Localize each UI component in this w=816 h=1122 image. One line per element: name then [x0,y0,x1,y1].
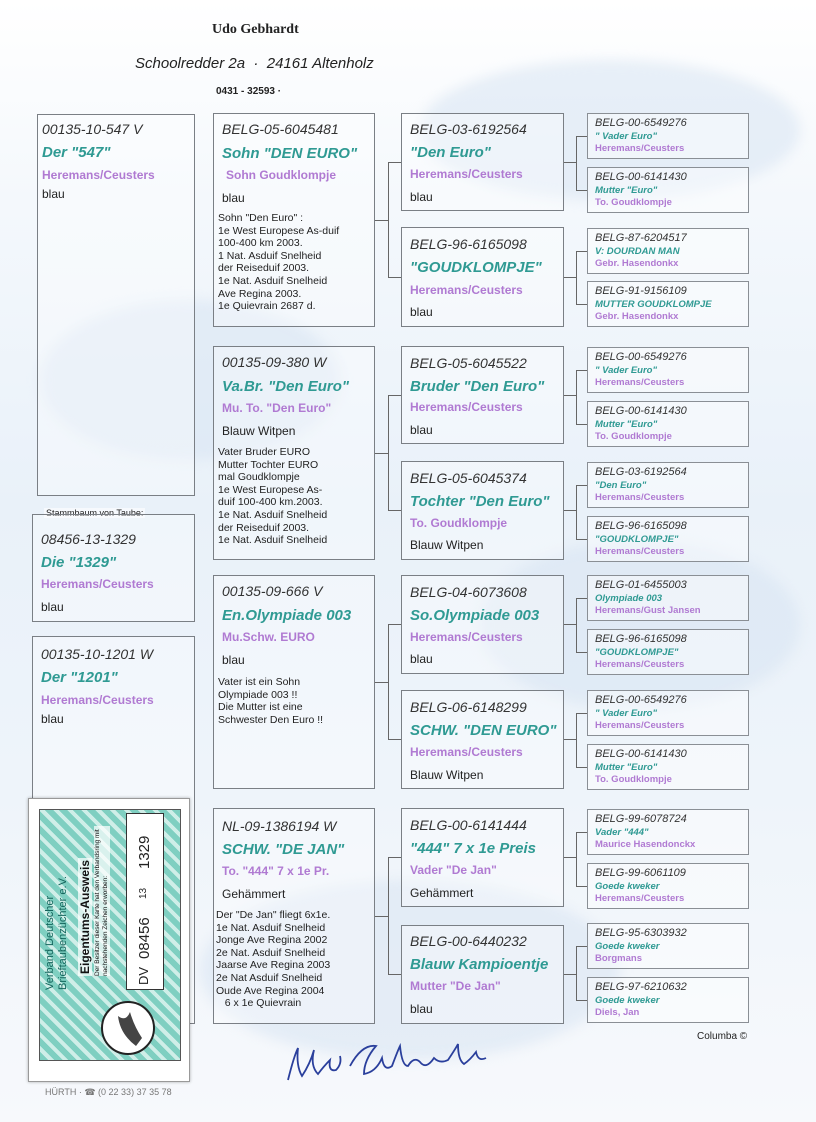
great-grandparent-ring: BELG-00-6141430 [595,405,687,417]
great-grandparent-name: Olympiade 003 [595,593,663,604]
great-grandparent-ring: BELG-87-6204517 [595,232,687,244]
connector-line [564,857,576,858]
connector-line [564,162,576,163]
parent-card [213,346,375,560]
ancestor-name: "Den Euro" [410,144,491,161]
great-grandparent-card [587,690,749,736]
parent-name: En.Olympiade 003 [222,607,352,624]
great-grandparent-card [587,809,749,855]
great-grandparent-card [587,113,749,159]
great-grandparent-card [587,228,749,274]
great-grandparent-ring: BELG-96-6165098 [595,633,687,645]
ancestor-breeder: Heremans/Ceusters [410,400,523,414]
great-grandparent-card [587,462,749,508]
parent-name: SCHW. "DE JAN" [222,841,345,858]
great-grandparent-breeder: To. Goudklompje [595,197,672,208]
card-1329 [32,514,195,622]
connector-line [564,974,576,975]
ancestor-color: Blauw Witpen [410,768,484,782]
ancestor-ring: BELG-05-6045374 [410,470,527,486]
ownership-card-body [39,809,181,1061]
connector-line [375,220,388,221]
subject-breeder: Heremans/Ceusters [42,168,155,182]
connector-line [388,162,401,163]
ownership-association: Verband Deutscher [44,895,56,990]
connector-line [576,485,587,486]
ancestor-color: Blauw Witpen [410,538,484,552]
parent-card [213,808,375,1024]
great-grandparent-card [587,167,749,213]
connector-line [576,598,587,599]
parent-ring: 00135-09-380 W [222,354,327,370]
ancestor-color: blau [410,423,433,437]
parent-color: Blauw Witpen [222,424,296,438]
ancestor-ring: BELG-96-6165098 [410,236,527,252]
ancestor-name: Tochter "Den Euro" [410,493,550,510]
ownership-association-2: Brieftaubenzüchter e.V. [57,876,69,990]
great-grandparent-card [587,401,749,447]
connector-line [564,624,576,625]
pigeon-logo-icon [100,1000,156,1056]
ancestor-breeder: Heremans/Ceusters [410,745,523,759]
connector-line [576,713,577,768]
ancestor-ring: BELG-06-6148299 [410,699,527,715]
great-grandparent-card [587,629,749,675]
parent-color: Gehämmert [222,887,286,901]
connector-line [576,304,587,305]
card-1329-breeder: Heremans/Ceusters [41,577,154,591]
connector-line [576,370,587,371]
connector-line [576,946,587,947]
great-grandparent-breeder: Heremans/Gust Jansen [595,605,701,616]
connector-line [388,624,389,740]
parent-ring: NL-09-1386194 W [222,818,337,834]
ancestor-card [401,461,564,560]
ancestor-ring: BELG-04-6073608 [410,584,527,600]
great-grandparent-name: Vader "444" [595,827,649,838]
connector-line [576,652,587,653]
parent-name: Va.Br. "Den Euro" [222,378,350,395]
subject-color: blau [42,187,65,201]
breeder-name: Udo Gebhardt [212,22,299,37]
great-grandparent-name: " Vader Euro" [595,131,657,142]
ancestor-name: Blauw Kampioentje [410,956,549,973]
great-grandparent-ring: BELG-99-6061109 [595,867,686,879]
great-grandparent-name: MUTTER GOUDKLOMPJE [595,299,712,310]
great-grandparent-breeder: Heremans/Ceusters [595,546,685,557]
great-grandparent-breeder: Heremans/Ceusters [595,377,685,388]
great-grandparent-ring: BELG-00-6141430 [595,748,687,760]
ancestor-ring: BELG-03-6192564 [410,121,527,137]
ancestor-color: blau [410,190,433,204]
connector-line [576,539,587,540]
great-grandparent-breeder: Heremans/Ceusters [595,720,685,731]
ancestor-card [401,690,564,789]
parent-color: blau [222,191,245,205]
parent-color: blau [222,653,245,667]
ownership-fine-print: Der Besitzer dieser Karte hat den Verbandsring mit nachstehenden Zeichen erworben: [94,826,110,976]
great-grandparent-ring: BELG-95-6303932 [595,927,687,939]
great-grandparent-breeder: To. Goudklompje [595,431,672,442]
great-grandparent-card [587,863,749,909]
ancestor-name: SCHW. "DEN EURO" [410,722,557,739]
great-grandparent-name: " Vader Euro" [595,708,657,719]
ancestor-ring: BELG-00-6141444 [410,817,527,833]
great-grandparent-name: Mutter "Euro" [595,762,658,773]
great-grandparent-ring: BELG-00-6549276 [595,351,687,363]
ownership-card [28,798,190,1097]
great-grandparent-card [587,281,749,327]
connector-line [375,453,388,454]
connector-line [388,162,389,278]
ownership-ring-prefix: DV [136,966,151,985]
ownership-ring-number: 08456 [136,917,153,959]
great-grandparent-card [587,516,749,562]
connector-line [388,277,401,278]
great-grandparent-ring: BELG-96-6165098 [595,520,687,532]
ancestor-card [401,925,564,1024]
ancestor-card [401,113,564,211]
great-grandparent-breeder: Gebr. Hasendonkx [595,311,679,322]
card-1329-color: blau [41,600,64,614]
breeder-address: Schoolredder 2a · 24161 Altenholz [135,55,374,72]
ancestor-color: blau [410,1002,433,1016]
great-grandparent-card [587,575,749,621]
connector-line [576,598,577,653]
great-grandparent-breeder: Borgmans [595,953,642,964]
copyright: Columba © [697,1031,748,1042]
connector-line [576,832,587,833]
connector-line [576,424,587,425]
connector-line [576,136,587,137]
card-1201-name: Der "1201" [41,669,118,686]
great-grandparent-name: Mutter "Euro" [595,185,658,196]
great-grandparent-name: V: DOURDAN MAN [595,246,680,257]
ancestor-name: Bruder "Den Euro" [410,378,545,395]
connector-line [576,370,577,425]
great-grandparent-card [587,744,749,790]
great-grandparent-card [587,977,749,1023]
great-grandparent-breeder: Maurice Hasendonckx [595,839,696,850]
connector-line [388,857,401,858]
connector-line [564,395,576,396]
great-grandparent-card [587,923,749,969]
parent-breeder: Mu.Schw. EURO [222,630,315,644]
parent-card [213,113,375,327]
parent-notes: Vater Bruder EURO Mutter Tochter EURO mal Goudklompje 1e West Europese As- duif 100-400 km.2003. 1e Nat. Asduif Snelheid der Reiseduif 2003. 1e Nat. Asduif Snelheid [218,446,328,547]
ancestor-color: blau [410,305,433,319]
ancestor-color: blau [410,652,433,666]
great-grandparent-name: "Den Euro" [595,480,647,491]
connector-line [576,485,577,540]
connector-line [375,916,388,917]
great-grandparent-breeder: To. Goudklompje [595,774,672,785]
connector-line [576,251,587,252]
connector-line [388,739,401,740]
parent-breeder: To. "444" 7 x 1e Pr. [222,864,330,878]
ownership-footer: HÜRTH · ☎ (0 22 33) 37 35 78 [45,1087,172,1097]
subject-name: Der "547" [42,144,111,161]
breeder-phone: 0431 - 32593 · [216,86,282,97]
parent-breeder: Sohn Goudklompje [226,168,336,182]
card-1329-ring: 08456-13-1329 [41,531,136,547]
ownership-title: Eigentums-Ausweis [78,859,92,974]
parent-notes: Sohn "Den Euro" : 1e West Europese As-duif 100-400 km 2003. 1 Nat. Asduif Snelheid der Reiseduif 2003. 1e Nat. Asduif Snelheid Ave Regina 2003. 1e Quievrain 2687 d. [218,212,340,313]
great-grandparent-name: Goede kweker [595,995,660,1006]
great-grandparent-breeder: Heremans/Ceusters [595,492,685,503]
connector-line [388,857,389,975]
signature-text: Udo Gebhardt [280,1036,287,1037]
parent-notes: Der "De Jan" fliegt 6x1e. 1e Nat. Asduif Snelheid Jonge Ave Regina 2002 2e Nat. Asduif Snelheid Jaarse Ave Regina 2003 2e Nat Asduif Snelheid Oude Ave Regina 2004 6 x 1e Quievrain [216,909,331,1010]
great-grandparent-ring: BELG-99-6078724 [595,813,687,825]
connector-line [576,136,577,191]
great-grandparent-breeder: Heremans/Ceusters [595,143,685,154]
ancestor-ring: BELG-05-6045522 [410,355,527,371]
connector-line [576,767,587,768]
ancestor-breeder: Heremans/Ceusters [410,630,523,644]
stammbaum-label: Stammbaum von Taube: [46,508,144,518]
great-grandparent-name: "GOUDKLOMPJE" [595,647,679,658]
great-grandparent-ring: BELG-01-6455003 [595,579,687,591]
great-grandparent-breeder: Heremans/Ceusters [595,893,685,904]
great-grandparent-ring: BELG-00-6549276 [595,694,687,706]
great-grandparent-card [587,347,749,393]
ancestor-name: "GOUDKLOMPJE" [410,259,542,276]
great-grandparent-ring: BELG-03-6192564 [595,466,687,478]
great-grandparent-name: "GOUDKLOMPJE" [595,534,679,545]
parent-name: Sohn "DEN EURO" [222,145,358,162]
ancestor-name: "444" 7 x 1e Preis [410,840,536,857]
connector-line [564,277,576,278]
great-grandparent-name: Goede kweker [595,881,660,892]
connector-line [576,946,577,1001]
ownership-ring-serial: 1329 [136,835,153,869]
great-grandparent-name: Goede kweker [595,941,660,952]
great-grandparent-ring: BELG-97-6210632 [595,981,687,993]
great-grandparent-ring: BELG-91-9156109 [595,285,687,297]
connector-line [388,395,401,396]
great-grandparent-breeder: Heremans/Ceusters [595,659,685,670]
ancestor-breeder: To. Goudklompje [410,516,508,530]
ancestor-card [401,227,564,327]
connector-line [388,395,389,511]
connector-line [576,832,577,887]
signature [280,1036,500,1092]
ownership-ring-row [126,813,164,990]
ancestor-breeder: Mutter "De Jan" [410,979,501,993]
ownership-ring-year: 13 [138,887,149,899]
card-1201-ring: 00135-10-1201 W [41,646,154,662]
ancestor-color: Gehämmert [410,886,474,900]
connector-line [576,190,587,191]
card-1201-color: blau [41,712,64,726]
parent-breeder: Mu. To. "Den Euro" [222,401,332,415]
connector-line [375,682,388,683]
connector-line [576,713,587,714]
ownership-card-rotated [40,810,180,1060]
subject-ring: 00135-10-547 V [42,121,143,137]
great-grandparent-ring: BELG-00-6549276 [595,117,687,129]
connector-line [564,739,576,740]
ancestor-card [401,346,564,444]
card-1201-breeder: Heremans/Ceusters [41,693,154,707]
parent-notes: Vater ist ein Sohn Olympiade 003 !! Die Mutter ist eine Schwester Den Euro !! [218,676,324,726]
connector-line [576,886,587,887]
ancestor-card [401,575,564,674]
great-grandparent-breeder: Diels, Jan [595,1007,640,1018]
subject-card [37,114,195,496]
connector-line [388,974,401,975]
parent-card [213,575,375,789]
parent-ring: BELG-05-6045481 [222,121,339,137]
great-grandparent-name: " Vader Euro" [595,365,657,376]
great-grandparent-name: Mutter "Euro" [595,419,658,430]
great-grandparent-breeder: Gebr. Hasendonkx [595,258,679,269]
great-grandparent-ring: BELG-00-6141430 [595,171,687,183]
ancestor-breeder: Vader "De Jan" [410,863,497,877]
connector-line [564,510,576,511]
connector-line [388,624,401,625]
ancestor-breeder: Heremans/Ceusters [410,283,523,297]
parent-ring: 00135-09-666 V [222,583,323,599]
ancestor-card [401,808,564,907]
ancestor-name: So.Olympiade 003 [410,607,540,624]
connector-line [576,1000,587,1001]
card-1329-name: Die "1329" [41,554,117,571]
ancestor-ring: BELG-00-6440232 [410,933,527,949]
ancestor-breeder: Heremans/Ceusters [410,167,523,181]
connector-line [576,251,577,305]
connector-line [388,510,401,511]
